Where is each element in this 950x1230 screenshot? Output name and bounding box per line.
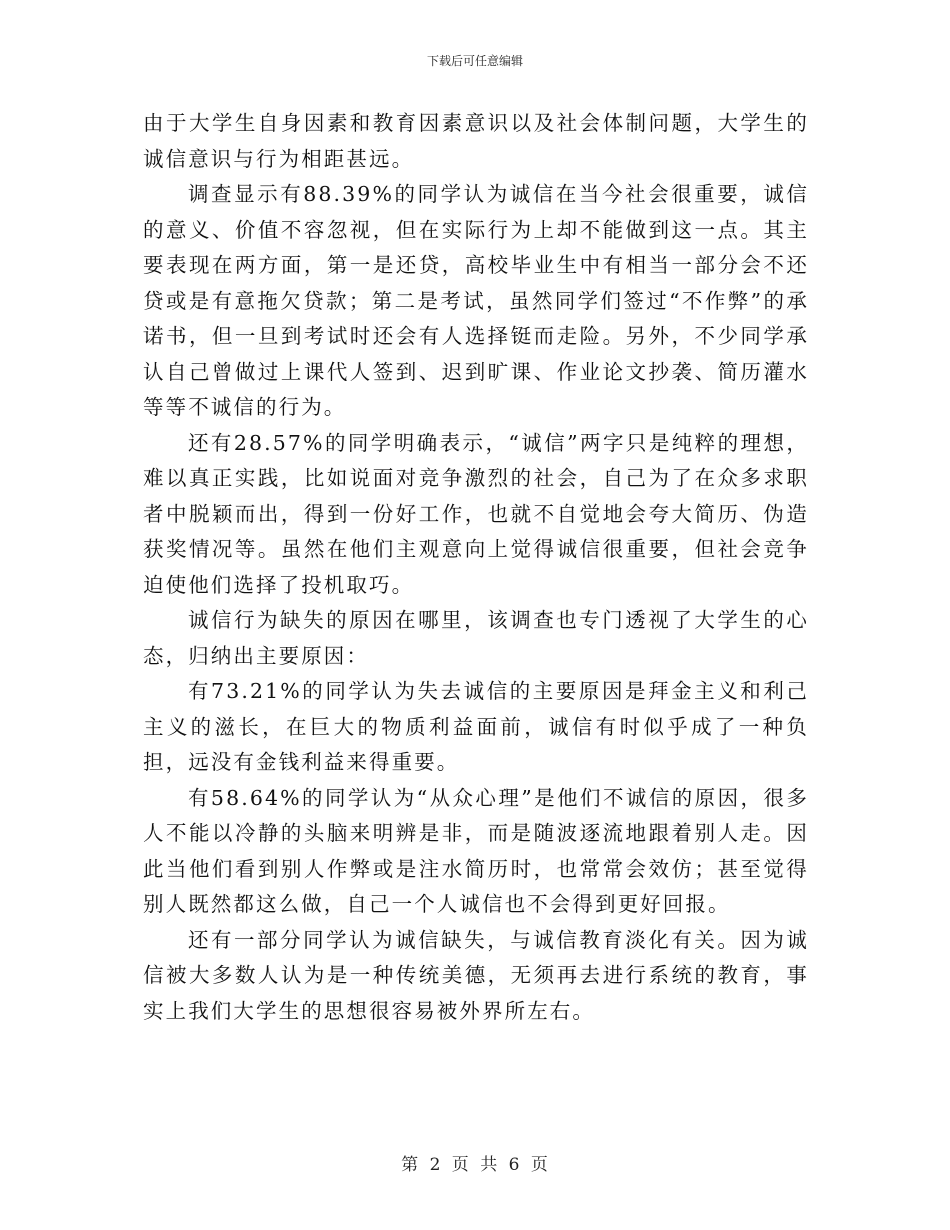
paragraph-5: 有73.21%的同学认为失去诚信的主要原因是拜金主义和利己主义的滋长，在巨大的物质利益面前，诚信有时似乎成了一种负担，远没有金钱利益来得重要。 [143,679,809,774]
footer-total-word: 共 [480,1155,499,1175]
paragraph-1: 由于大学生自身因素和教育因素意识以及社会体制问题，大学生的诚信意识与行为相距甚远。 [143,111,809,171]
paragraph-7: 还有一部分同学认为诚信缺失，与诚信教育淡化有关。因为诚信被大多数人认为是一种传统美德，无须再去进行系统的教育，事实上我们大学生的思想很容易被外界所左右。 [143,927,809,1023]
page-number-footer [0,1155,950,1175]
header-note: 下载后可任意编辑 [426,54,523,68]
footer-total-pages: 6 [508,1155,521,1175]
paragraph-2: 调查显示有88.39%的同学认为诚信在当今社会很重要，诚信的意义、价值不容忽视，但在实际行为上却不能做到这一点。其主要表现在两方面，第一是还贷，高校毕业生中有相当一部分会不还贷或是有意拖欠贷款；第二是考试，虽然同学们签过“不作弊”的承诺书，但一旦到考试时还会有人选择铤而走险。另外，不少同学承认自己曾做过上课代人签到、迟到旷课、作业论文抄袭、简历灌水等等不诚信的行为。 [143,182,809,419]
document-body [143,106,809,1029]
footer-suffix: 页 [530,1155,549,1175]
footer-page-word: 页 [451,1155,470,1175]
footer-current-page: 2 [429,1155,442,1175]
footer-prefix: 第 [401,1155,420,1175]
paragraph-4: 诚信行为缺失的原因在哪里，该调查也专门透视了大学生的心态，归纳出主要原因： [143,608,809,668]
paragraph-3: 还有28.57%的同学明确表示，“诚信”两字只是纯粹的理想，难以真正实践，比如说面对竞争激烈的社会，自己为了在众多求职者中脱颖而出，得到一份好工作，也就不自觉地会夸大简历、伪造获奖情况等。虽然在他们主观意向上觉得诚信很重要，但社会竞争迫使他们选择了投机取巧。 [143,430,809,597]
paragraph-6: 有58.64%的同学认为“从众心理”是他们不诚信的原因，很多人不能以冷静的头脑来明辨是非，而是随波逐流地跟着别人走。因此当他们看到别人作弊或是注水简历时，也常常会效仿；甚至觉得别人既然都这么做，自己一个人诚信也不会得到更好回报。 [143,785,809,916]
